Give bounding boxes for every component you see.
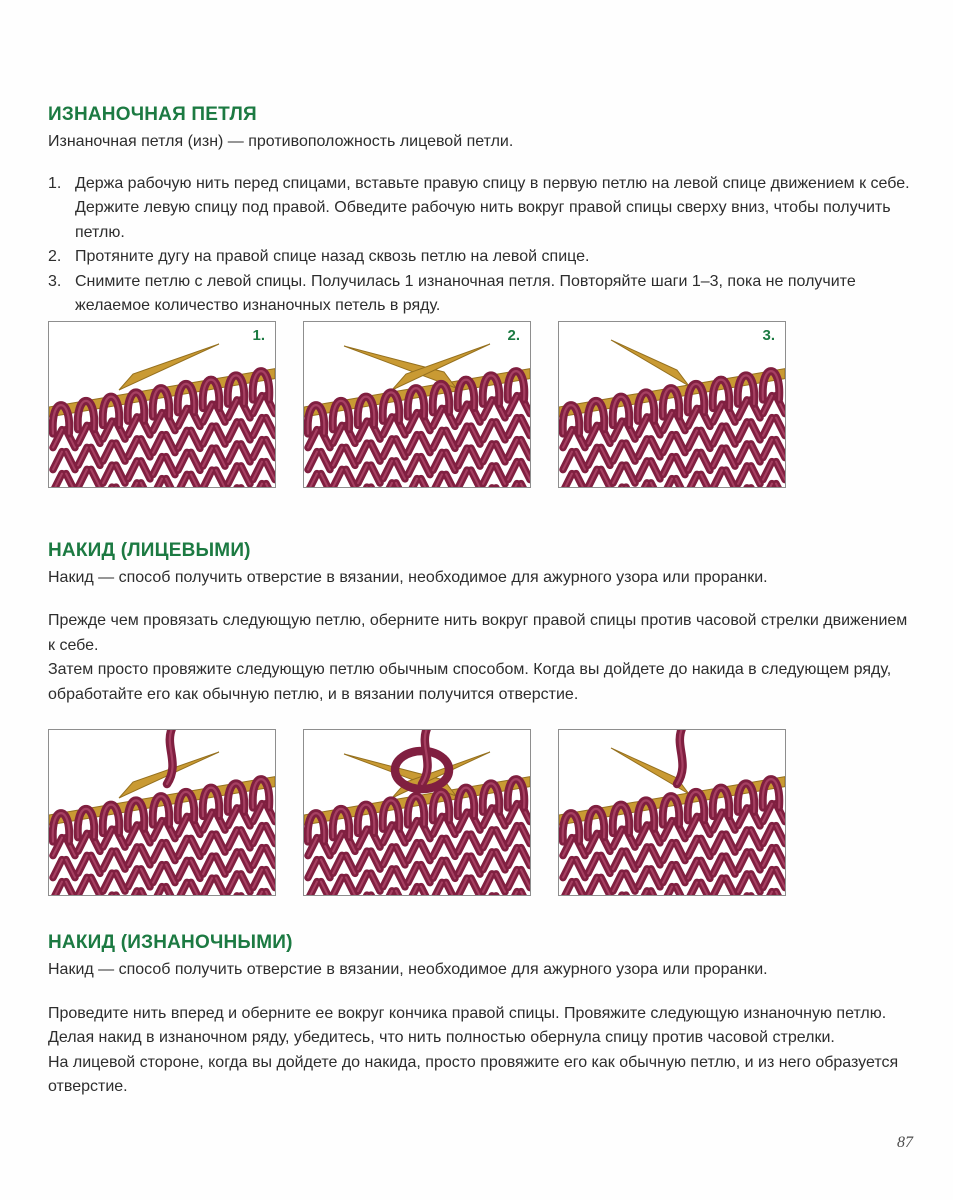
figure-row-yarn-over-knit (48, 729, 914, 896)
section-intro: Накид — способ получить отверстие в вязании, необходимое для ажурного узора или проранки. (48, 961, 768, 978)
step-number: 2. (48, 248, 62, 265)
step-item (48, 270, 914, 319)
knitting-illustration (48, 729, 276, 896)
body-paragraph: На лицевой стороне, когда вы дойдете до накида, просто провяжите его как обычную петлю, и из него образуется отверстие. (48, 1053, 899, 1095)
step-item (48, 172, 914, 246)
step-number: 1. (48, 174, 62, 192)
section-intro: Накид — способ получить отверстие в вязании, необходимое для ажурного узора или проранки. (48, 568, 768, 586)
figure-row-purl (48, 321, 914, 488)
knitting-illustration (303, 321, 531, 488)
step-text: Держа рабочую нить перед спицами, вставьте правую спицу в первую петлю на левой спице движением к себе. Держите левую спицу под правой. Обведите рабочую нить вокруг правой спицы сверху вниз, чтобы получить петлю. (75, 174, 910, 241)
steps-list (48, 172, 914, 319)
section-yarn-over-purl (48, 932, 914, 1100)
section-purl-stitch (48, 104, 914, 488)
step-number: 3. (48, 272, 62, 290)
page-content (48, 0, 914, 1100)
knitting-figure-svg (559, 322, 785, 487)
knitting-figure-svg (49, 322, 275, 487)
step-item (48, 245, 914, 270)
knitting-figure-svg (559, 730, 785, 895)
body-paragraph: Затем просто провяжите следующую петлю обычным способом. Когда вы дойдете до накида в следующем ряду, обработайте его как обычную петлю, и в вязании получится отверстие. (48, 661, 892, 703)
knitting-figure-svg (304, 322, 530, 487)
body-paragraph: Прежде чем провязать следующую петлю, оберните нить вокруг правой спицы против часовой стрелки движением к себе. (48, 612, 908, 654)
body-paragraph: Проведите нить вперед и оберните ее вокруг кончика правой спицы. Провяжите следующую изнаночную петлю. (48, 1004, 887, 1022)
section-intro: Изнаночная петля (изн) — противоположность лицевой петли. (48, 133, 514, 150)
knitting-illustration (558, 729, 786, 896)
step-text: Снимите петлю с левой спицы. Получилась 1 изнаночная петля. Повторяйте шаги 1–3, пока не получите желаемое количество изнаночных петель в ряду. (75, 272, 856, 314)
figure-number: 2. (507, 326, 520, 344)
page-number: 87 (897, 1134, 913, 1151)
knitting-figure-svg (49, 730, 275, 895)
section-heading: НАКИД (ИЗНАНОЧНЫМИ) (48, 932, 293, 953)
step-text: Протяните дугу на правой спице назад сквозь петлю на левой спице. (75, 248, 590, 265)
knitting-illustration (303, 729, 531, 896)
section-heading: НАКИД (ЛИЦЕВЫМИ) (48, 539, 251, 561)
figure-number: 1. (252, 326, 265, 344)
figure-number: 3. (762, 326, 775, 344)
section-heading: ИЗНАНОЧНАЯ ПЕТЛЯ (48, 104, 257, 125)
body-paragraph: Делая накид в изнаночном ряду, убедитесь, что нить полностью обернула спицу против часовой стрелки. (48, 1029, 835, 1046)
knitting-illustration (558, 321, 786, 488)
section-yarn-over-knit (48, 540, 914, 897)
knitting-illustration (48, 321, 276, 488)
knitting-figure-svg (304, 730, 530, 895)
